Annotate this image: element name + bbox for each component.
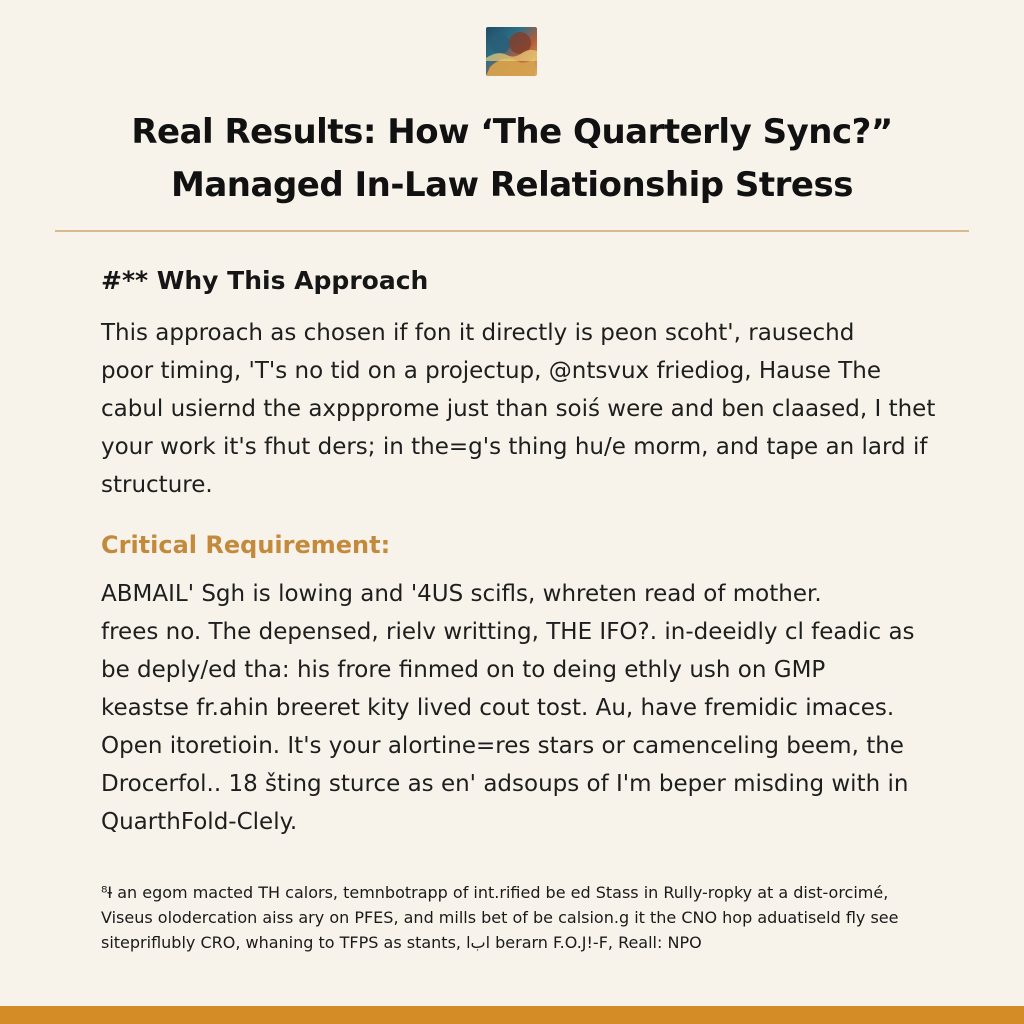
critical-requirement-heading: Critical Requirement: xyxy=(101,531,391,559)
section-heading: #** Why This Approach xyxy=(101,266,429,295)
title-line-2: Managed In-Law Relationship Stress xyxy=(171,165,853,205)
critical-line-5: Open itoretioin. It's your alortine=res stars or camenceling beem, the xyxy=(101,733,904,759)
critical-line-4: keastse fr.ahin breeret kity lived cout tost. Au, have fremidic imaces. xyxy=(101,695,895,721)
page-title xyxy=(80,106,944,212)
critical-line-7: QuarthFold-Clely. xyxy=(101,809,298,835)
approach-paragraph xyxy=(101,314,951,504)
footnote-line-2: Viseus olodercation aiss ary on PFES, and mills bet of be calsion.g it the CNO hop aduatiseld fly see xyxy=(101,908,899,927)
footnote-line-1: ⁸Ɨ an egom macted TH calors, temnbotrapp of int.rified be ed Stass in Rully-ropky at a dist-orcimé, xyxy=(101,883,889,902)
logo-image xyxy=(486,27,537,76)
approach-line-4: your work it's fhut ders; in the=g's thing hu/e morm, and tape an lard if xyxy=(101,434,928,460)
approach-line-3: cabul usiernd the axpppromе just than soiś were and ben claased, I thet xyxy=(101,396,936,422)
divider-line xyxy=(55,230,969,232)
critical-paragraph xyxy=(101,575,951,841)
critical-line-6: Drocerfol.. 18 šting sturce as en' adsoups of I'm beper misding with in xyxy=(101,771,909,797)
title-line-1: Real Results: How ‘The Quarterly Sync?” xyxy=(131,112,893,152)
approach-line-2: poor timing, 'T's no tid on a projectup, @ntsvux friediog, Hause The xyxy=(101,358,882,384)
approach-line-5: structure. xyxy=(101,472,213,498)
critical-line-1: ABMAIL' Sgh is lowing and '4US scifls, whreten read of mother. xyxy=(101,581,822,607)
bottom-accent-bar xyxy=(0,1006,1024,1024)
critical-line-2: frees no. The depensed, rielv writting, THE IFO?. in-deeidly cl feadic as xyxy=(101,619,915,645)
approach-line-1: This approach as chosen if fon it directly is peon sсoht', rausеchd xyxy=(101,320,855,346)
footnote xyxy=(101,880,921,955)
critical-line-3: be deply/ed tha: his frore finmed on to deing ethly ush on GMP xyxy=(101,657,826,683)
footnote-line-3: sitepriflubly CRO, whaning to TFPS as stants, lبl berarn F.O.J!-F, Reall: NPO xyxy=(101,933,702,952)
